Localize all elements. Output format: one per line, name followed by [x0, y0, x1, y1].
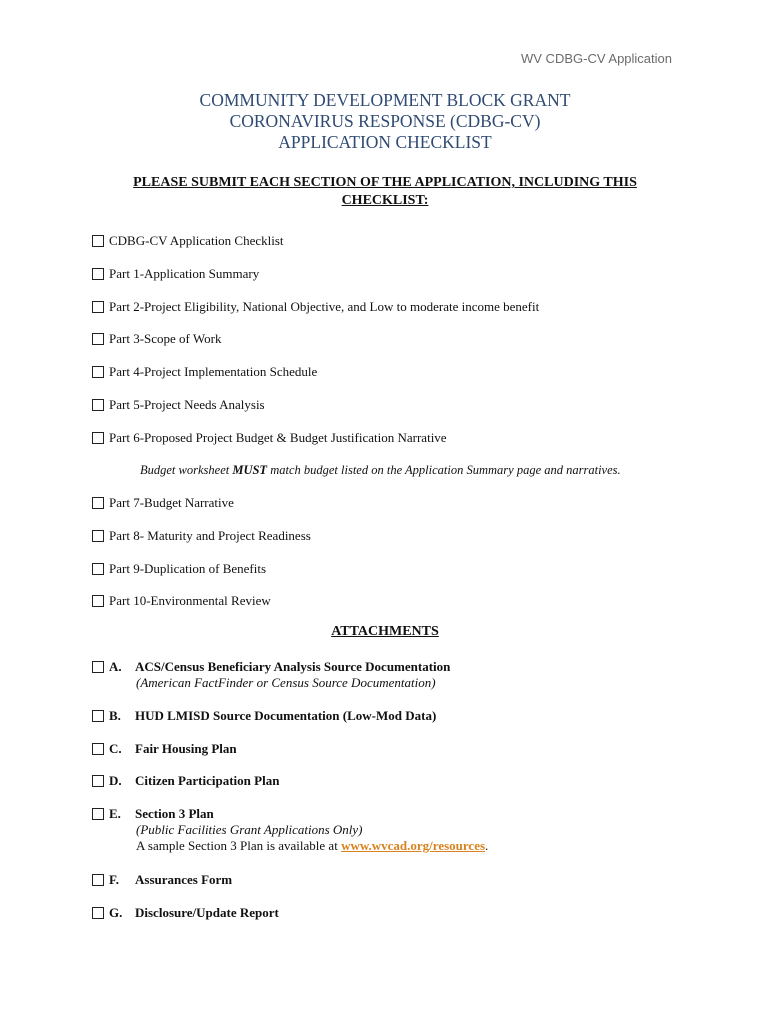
checklist-item-cdbg-cv-checklist [92, 233, 284, 249]
checkbox[interactable] [92, 530, 104, 542]
submission-instruction: PLEASE SUBMIT EACH SECTION OF THE APPLICATION, INCLUDING THIS CHECKLIST: [133, 175, 637, 208]
attachment-letter: B. [109, 708, 121, 723]
checklist-item-part-2 [92, 299, 539, 315]
checklist-item-label: Part 6-Proposed Project Budget & Budget Justification Narrative [109, 430, 447, 445]
checklist-item-part-3 [92, 331, 221, 347]
title-line-1: COMMUNITY DEVELOPMENT BLOCK GRANT [199, 90, 571, 110]
checkbox[interactable] [92, 563, 104, 575]
checkbox[interactable] [92, 268, 104, 280]
checkbox[interactable] [92, 907, 104, 919]
checklist-item-label: Part 5-Project Needs Analysis [109, 397, 265, 412]
resources-link[interactable]: www.wvcad.org/resources [341, 838, 486, 853]
page-title [0, 90, 770, 153]
attachment-title: ACS/Census Beneficiary Analysis Source Documentation [135, 659, 451, 674]
checklist-item-label: Part 4-Project Implementation Schedule [109, 364, 318, 379]
attachment-letter: A. [109, 659, 122, 674]
checklist-item-part-4 [92, 364, 317, 380]
checklist-item-label: Part 2-Project Eligibility, National Objective, and Low to moderate income benefit [109, 299, 540, 314]
budget-note-emphasis: MUST [232, 463, 268, 477]
checklist-item-part-1 [92, 266, 259, 282]
checklist-item-label: Part 9-Duplication of Benefits [109, 561, 267, 576]
checklist-item-label: Part 7-Budget Narrative [109, 495, 234, 510]
attachment-title: HUD LMISD Source Documentation (Low-Mod Data) [135, 708, 437, 723]
attachment-letter: F. [109, 872, 119, 887]
attachment-e [92, 806, 488, 854]
attachment-title: Section 3 Plan [135, 806, 214, 821]
attachment-g [92, 905, 279, 921]
attachment-title: Disclosure/Update Report [135, 905, 279, 920]
attachment-b [92, 708, 436, 724]
attachment-letter: G. [109, 905, 123, 920]
attachment-subtitle: (American FactFinder or Census Source Documentation) [136, 675, 436, 690]
attachment-title: Assurances Form [135, 872, 233, 887]
checklist-item-part-8 [92, 528, 311, 544]
attachment-c [92, 741, 237, 757]
checkbox[interactable] [92, 301, 104, 313]
checklist-item-part-7 [92, 495, 234, 511]
checkbox[interactable] [92, 235, 104, 247]
checkbox[interactable] [92, 333, 104, 345]
attachment-title: Citizen Participation Plan [135, 773, 280, 788]
checklist-item-label: CDBG-CV Application Checklist [109, 233, 284, 248]
checklist-item-label: Part 10-Environmental Review [109, 593, 271, 608]
budget-note: Budget worksheet MUST match budget listed on the Application Summary page and narratives. [140, 463, 621, 477]
checklist-item-label: Part 3-Scope of Work [109, 331, 222, 346]
checklist-item-label: Part 8- Maturity and Project Readiness [109, 528, 311, 543]
checkbox[interactable] [92, 366, 104, 378]
checkbox[interactable] [92, 595, 104, 607]
checkbox[interactable] [92, 743, 104, 755]
checkbox[interactable] [92, 808, 104, 820]
checklist-item-part-5 [92, 397, 265, 413]
checkbox[interactable] [92, 432, 104, 444]
attachments-heading: ATTACHMENTS [331, 624, 439, 639]
attachment-a [92, 659, 450, 691]
attachment-title: Fair Housing Plan [135, 741, 237, 756]
checklist-item-part-6 [92, 430, 447, 446]
checkbox[interactable] [92, 661, 104, 673]
attachment-f [92, 872, 232, 888]
attachment-subtitle: (Public Facilities Grant Applications Only) [136, 822, 363, 837]
attachment-d [92, 773, 279, 789]
checkbox[interactable] [92, 497, 104, 509]
sample-plan-note: A sample Section 3 Plan is available at www.wvcad.org/resources. [136, 838, 489, 853]
checkbox[interactable] [92, 710, 104, 722]
checklist-item-part-9 [92, 561, 266, 577]
checklist-item-label: Part 1-Application Summary [109, 266, 260, 281]
attachment-letter: D. [109, 773, 122, 788]
attachment-letter: C. [109, 741, 122, 756]
checkbox[interactable] [92, 775, 104, 787]
checklist-item-part-10 [92, 593, 271, 609]
checkbox[interactable] [92, 399, 104, 411]
document-header-label: WV CDBG-CV Application [521, 51, 672, 66]
title-line-3: APPLICATION CHECKLIST [278, 132, 492, 152]
title-line-2: CORONAVIRUS RESPONSE (CDBG-CV) [229, 111, 541, 131]
checkbox[interactable] [92, 874, 104, 886]
attachment-letter: E. [109, 806, 121, 821]
